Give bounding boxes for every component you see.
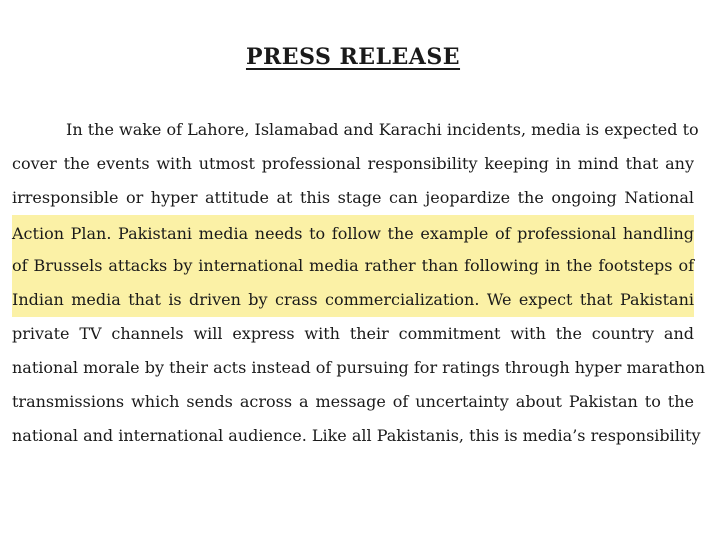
paragraph-line-1: In the wake of Lahore, Islamabad and Karachi incidents, media is expected to [66, 120, 699, 139]
paragraph-line-9: transmissions which sends across a message of uncertainty about Pakistan to the [12, 392, 694, 411]
highlighted-line-2: of Brussels attacks by international media rather than following in the footsteps of [12, 249, 694, 283]
highlighted-line-3: Indian media that is driven by crass commercialization. We expect that Pakistani [12, 283, 694, 317]
document-title [0, 44, 706, 70]
paragraph-line-8: national morale by their acts instead of pursuing for ratings through hyper marathon [12, 358, 706, 377]
press-release-body [12, 113, 706, 453]
paragraph-line-3: irresponsible or hyper attitude at this stage can jeopardize the ongoing National [12, 188, 694, 207]
title-text: PRESS RELEASE [245, 44, 461, 70]
highlighted-line-1: Action Plan. Pakistani media needs to follow the example of professional handling [12, 215, 694, 249]
paragraph-line-7: private TV channels will express with their commitment with the country and [12, 324, 694, 343]
paragraph-line-10: national and international audience. Like all Pakistanis, this is media’s responsibility [12, 426, 701, 445]
paragraph-line-2: cover the events with utmost professional responsibility keeping in mind that any [12, 154, 694, 173]
